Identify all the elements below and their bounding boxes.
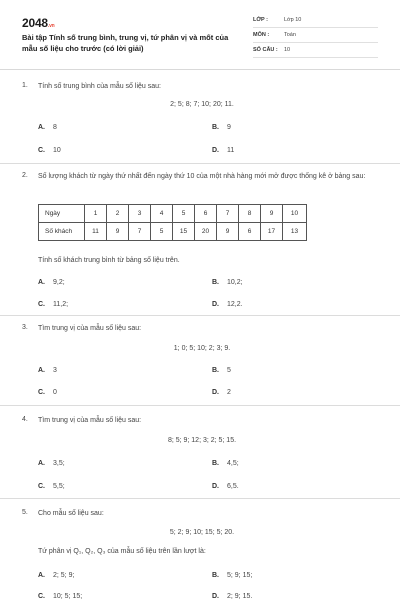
table-cell: 10 [283, 205, 307, 223]
option-a[interactable]: A. 2; 5; 9; [38, 572, 75, 579]
table-row [39, 205, 307, 223]
table-cell: 7 [129, 223, 151, 241]
option-c[interactable]: C. 10; 5; 15; [38, 593, 83, 600]
sample-data: 2; 5; 8; 7; 10; 20; 11. [170, 101, 234, 108]
question-text: Tìm trung vị của mẫu số liệu sau: [38, 325, 142, 332]
table-cell: 1 [85, 205, 107, 223]
table-cell: 9 [107, 223, 129, 241]
option-d[interactable]: D. 2; 9; 15. [212, 593, 253, 600]
table-cell: 11 [85, 223, 107, 241]
option-b[interactable]: B. 4,5; [212, 460, 239, 467]
worksheet-header [0, 0, 400, 70]
option-c[interactable]: C. 5,5; [38, 483, 65, 490]
option-b[interactable]: B. 5; 9; 15; [212, 572, 253, 579]
page-title: Bài tập Tính số trung bình, trung vị, tứ phân vị và mốt của mẫu số liệu cho trước (có lời giải) [22, 33, 229, 53]
option-d[interactable]: D. 11 [212, 147, 235, 154]
question-text: Tìm trung vị của mẫu số liệu sau: [38, 417, 142, 424]
table-cell: 6 [239, 223, 261, 241]
option-b[interactable]: B. 10,2; [212, 279, 243, 286]
option-d[interactable]: D. 2 [212, 389, 231, 396]
table-header-cell: Số khách [39, 223, 85, 241]
question-subtext: Tứ phân vị Q₁, Q₂, Q₃ của mẫu số liệu trên lần lượt là: [38, 548, 206, 555]
table-cell: 13 [283, 223, 307, 241]
option-a[interactable]: A. 3,5; [38, 460, 65, 467]
table-cell: 5 [151, 223, 173, 241]
divider [0, 163, 400, 164]
option-d[interactable]: D. 6,5. [212, 483, 239, 490]
question-text: Tính số trung bình của mẫu số liệu sau: [38, 83, 161, 90]
table-cell: 3 [129, 205, 151, 223]
option-c[interactable]: C. 11,2; [38, 301, 69, 308]
option-b[interactable]: B. 5 [212, 367, 231, 374]
divider [0, 315, 400, 316]
meta-grade: LỚP : Lớp 10 [253, 16, 378, 28]
meta-subject: MÔN : Toán [253, 31, 378, 43]
table-cell: 6 [195, 205, 217, 223]
option-a[interactable]: A. 9,2; [38, 279, 65, 286]
question-2: 2. Số lượng khách từ ngày thứ nhất đến ngày thứ 10 của một nhà hàng mới mở được thống kê ở bảng sau: Ngày 1 2 3 4 5 6 7 8 9 10 Số khách 11 9 7 5 15 20 9 6 17 13 Tính số khách trung bình từ bảng số liệu trên. A. 9,2; B. 10,2; C. 11,2; D. 12,2. [22, 172, 382, 312]
table-cell: 15 [173, 223, 195, 241]
option-d[interactable]: D. 12,2. [212, 301, 243, 308]
table-header-cell: Ngày [39, 205, 85, 223]
divider [0, 405, 400, 406]
option-a[interactable]: A. 8 [38, 124, 57, 131]
question-subtext: Tính số khách trung bình từ bảng số liệu trên. [38, 257, 180, 264]
table-cell: 4 [151, 205, 173, 223]
data-table [38, 204, 307, 241]
question-text: Cho mẫu số liệu sau: [38, 510, 104, 517]
table-cell: 2 [107, 205, 129, 223]
option-b[interactable]: B. 9 [212, 124, 231, 131]
question-text: Số lượng khách từ ngày thứ nhất đến ngày thứ 10 của một nhà hàng mới mở được thống kê ở bảng sau: [38, 173, 366, 180]
table-cell: 9 [261, 205, 283, 223]
table-cell: 9 [217, 223, 239, 241]
table-cell: 20 [195, 223, 217, 241]
sample-data: 1; 0; 5; 10; 2; 3; 9. [173, 345, 231, 352]
option-c[interactable]: C. 0 [38, 389, 57, 396]
option-c[interactable]: C. 10 [38, 147, 61, 154]
table-cell: 5 [173, 205, 195, 223]
site-logo[interactable]: 2048.vn [22, 16, 55, 30]
table-row [39, 223, 307, 241]
meta-question-count: SỐ CÂU : 10 [253, 46, 378, 58]
divider [0, 498, 400, 499]
table-cell: 17 [261, 223, 283, 241]
sample-data: 8; 5; 9; 12; 3; 2; 5; 15. [167, 437, 237, 444]
sample-data: 5; 2; 9; 10; 15; 5; 20. [169, 529, 235, 536]
option-a[interactable]: A. 3 [38, 367, 57, 374]
table-cell: 8 [239, 205, 261, 223]
table-cell: 7 [217, 205, 239, 223]
